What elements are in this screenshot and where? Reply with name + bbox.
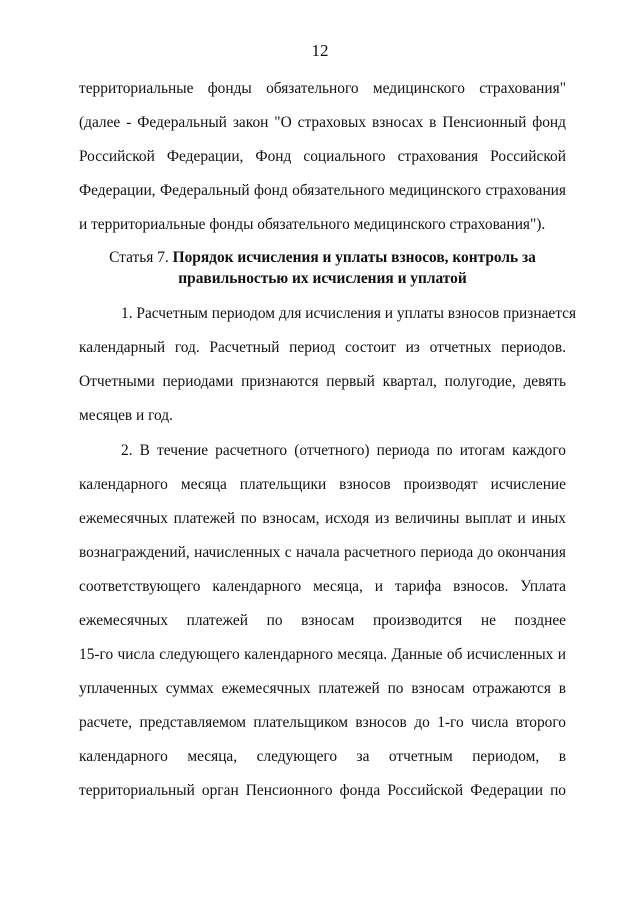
paragraph-line: вознаграждений, начисленных с начала расчетного периода до окончания bbox=[79, 544, 566, 561]
paragraph-line: месяцев и год. bbox=[79, 407, 173, 424]
article-heading-line-2 bbox=[79, 268, 566, 289]
intro-paragraph bbox=[79, 72, 566, 242]
paragraph-line: уплаченных суммах ежемесячных платежей по взносам отражаются в bbox=[79, 680, 566, 697]
intro-line: (далее - Федеральный закон "О страховых взносах в Пенсионный фонд bbox=[79, 114, 566, 131]
article-prefix: Статья 7. bbox=[109, 249, 173, 266]
paragraph-line: календарный год. Расчетный период состоит из отчетных периодов. bbox=[79, 339, 566, 356]
intro-line: территориальные фонды обязательного медицинского страхования" bbox=[79, 80, 566, 97]
paragraph-line: ежемесячных платежей по взносам производится не позднее bbox=[79, 612, 566, 629]
intro-line: Российской Федерации, Фонд социального страхования Российской bbox=[79, 148, 566, 165]
paragraph-line: территориальный орган Пенсионного фонда Российской Федерации по bbox=[79, 782, 566, 799]
paragraph-line: ежемесячных платежей по взносам, исходя из величины выплат и иных bbox=[79, 510, 566, 527]
paragraph-line: 1. Расчетным периодом для исчисления и уплаты взносов признается bbox=[121, 305, 577, 322]
page-number: 12 bbox=[311, 41, 329, 60]
article-title-part-1: Порядок исчисления и уплаты взносов, контроль за bbox=[172, 249, 536, 266]
paragraph-line: Отчетными периодами признаются первый квартал, полугодие, девять bbox=[79, 373, 566, 390]
paragraph-line: календарного месяца плательщики взносов производят исчисление bbox=[79, 476, 566, 493]
paragraph-line: 15-го числа следующего календарного месяца. Данные об исчисленных и bbox=[79, 646, 566, 663]
paragraph-line: календарного месяца, следующего за отчетным периодом, в bbox=[79, 748, 566, 765]
paragraph-1 bbox=[79, 297, 577, 433]
article-title-part-2: правильностью их исчисления и уплатой bbox=[178, 270, 467, 287]
article-heading-line-1 bbox=[79, 247, 566, 268]
paragraph-2 bbox=[79, 434, 566, 808]
article-heading bbox=[79, 247, 566, 289]
intro-line: и территориальные фонды обязательного медицинского страхования"). bbox=[79, 216, 546, 233]
paragraph-line: соответствующего календарного месяца, и тарифа взносов. Уплата bbox=[79, 578, 566, 595]
paragraph-line: расчете, представляемом плательщиком взносов до 1-го числа второго bbox=[79, 714, 566, 731]
intro-line: Федерации, Федеральный фонд обязательного медицинского страхования bbox=[79, 182, 566, 199]
paragraph-line: 2. В течение расчетного (отчетного) периода по итогам каждого bbox=[121, 442, 566, 459]
